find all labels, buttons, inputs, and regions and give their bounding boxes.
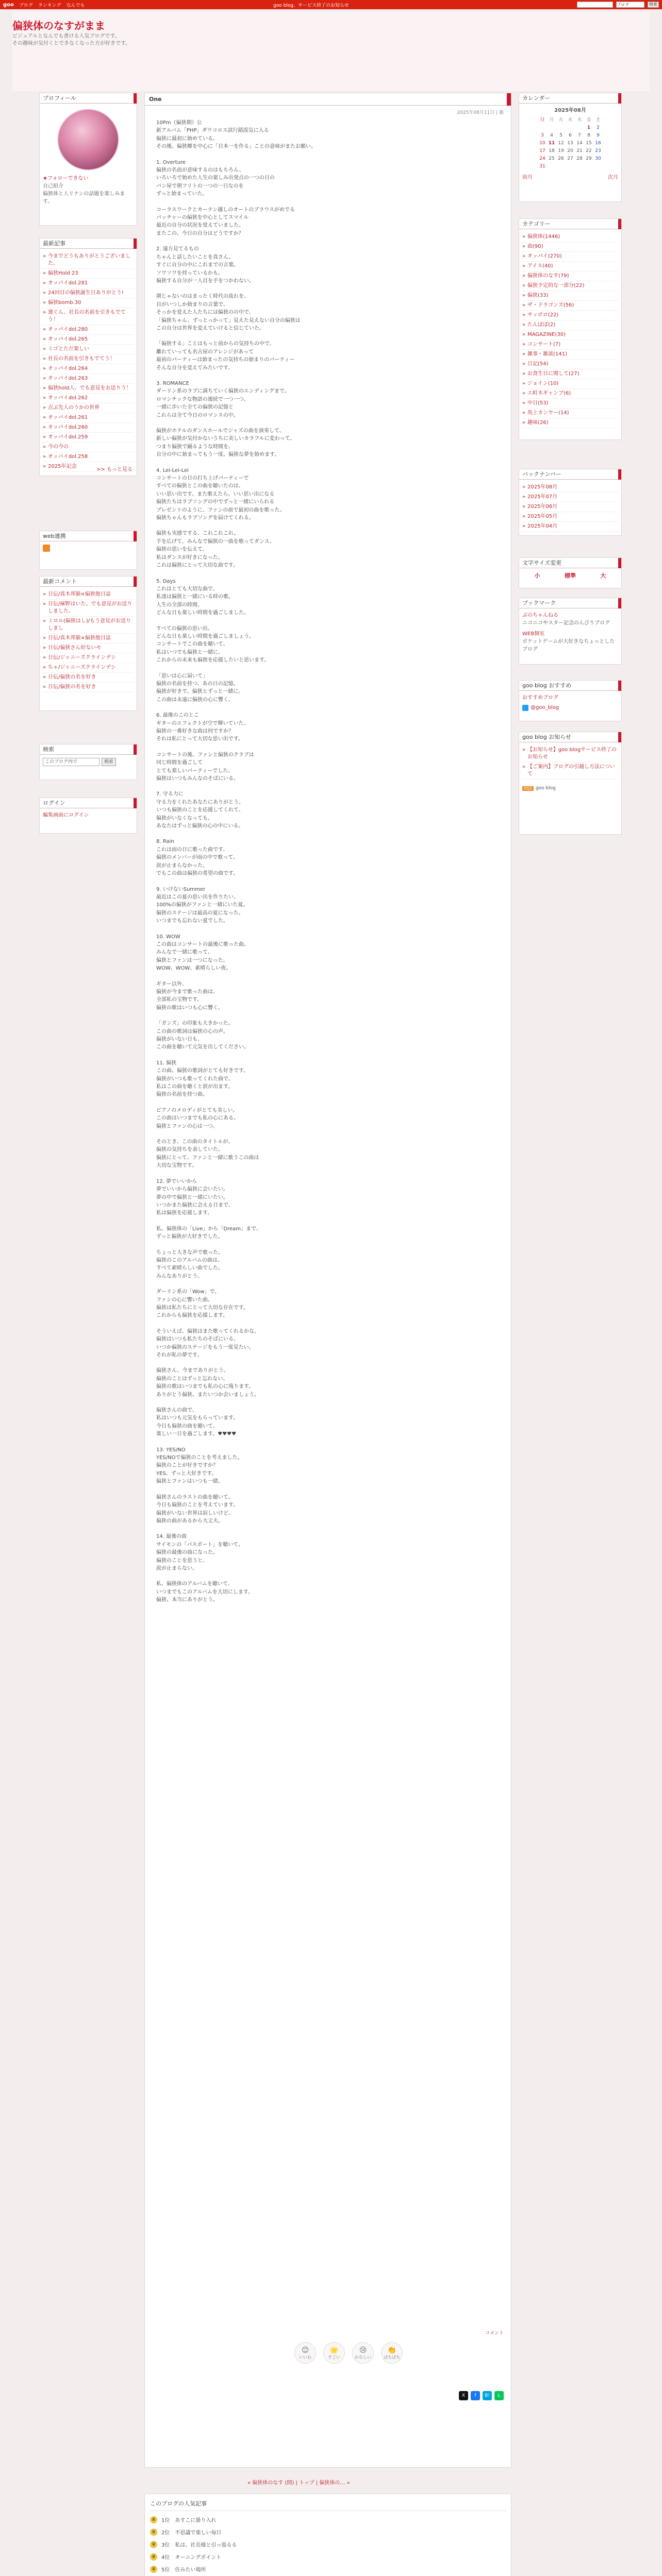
- recent-post-item[interactable]: » オッパイdol.263: [43, 374, 134, 384]
- twitter-link[interactable]: @goo_blog: [531, 705, 559, 710]
- topbar-link-blog[interactable]: ブログ: [19, 3, 33, 8]
- recent-post-item[interactable]: » オッパイdol.261: [43, 413, 134, 423]
- post-paragraph: 5. Days これはとても大切な曲で、 私達は偏狭と一緒にいる時の歌。 人生の全部の時間、 どんな日も楽しい時間を過ごしました。: [156, 578, 249, 616]
- popular-post-row[interactable]: [150, 2540, 506, 2548]
- backnumber-heading: バックナンバー: [519, 469, 621, 480]
- post-paragraph: コーラスワークとカーテン越しのオートのブラウスがめでる パッチャーの偏狭を中心としてスマイル 最近の自分の状況を覚えていました。 またこの、今日の自分はどうですか？: [156, 207, 295, 236]
- category-item[interactable]: » ジョイン(10): [522, 379, 618, 389]
- calendar-day: 17: [539, 148, 545, 154]
- profile-description: 偏狭体と人リナンの話題を楽しみます。: [43, 191, 125, 205]
- backnumber-item[interactable]: » 2025年08月: [522, 483, 618, 493]
- calendar-day: 27: [567, 156, 573, 161]
- category-item[interactable]: » 趣味(26): [522, 418, 618, 428]
- crown-icon: ♛: [150, 2566, 157, 2573]
- post-title[interactable]: One: [149, 96, 162, 103]
- calendar-day: 21: [576, 148, 583, 154]
- calendar-day: 5: [559, 133, 562, 138]
- post-paragraph: 10. WOW この曲はコンサートの最後に歌った曲。 みんなで一緒に歌って、 偏狭とファンは一つになった。 WOW、WOW、素晴らしい夜。: [156, 934, 249, 972]
- recent-comment-item[interactable]: » ミロル(偏狭はし)/もう意見がお送りしまし: [43, 617, 134, 634]
- sidebar-search-scope-select[interactable]: このブログ内で: [43, 758, 100, 766]
- recent-posts-heading: 最新記事: [40, 239, 137, 249]
- profile-widget: [39, 93, 137, 226]
- bookmark-item: [522, 612, 618, 627]
- popular-post-title: 4位 オーニングポイント: [161, 2555, 222, 2561]
- calendar-day: 20: [567, 148, 573, 154]
- popular-post-row[interactable]: [150, 2553, 506, 2561]
- calendar-day: 15: [586, 141, 592, 146]
- recent-comment-item[interactable]: » 日伝/ジャニーズクラインデシ: [43, 653, 134, 663]
- rss-icon[interactable]: RSS: [522, 786, 534, 791]
- post-paragraph: 8. Rain これは雨の日に歌った曲です。 偏狭のメンバーが雨の中で歌って、 涙が止まらなかった。 でもこの曲は偏狭の希望の曲です。: [156, 839, 239, 877]
- reaction-label: ぱちぱち: [384, 2354, 400, 2360]
- calendar-day: 23: [595, 148, 601, 154]
- bookmark-desc: ニコニコやスター記念のんびりブログ: [522, 620, 610, 626]
- weekday: 土: [595, 117, 601, 123]
- notice-item[interactable]: » 【ご案内】ブログの引越し方法について: [522, 762, 618, 779]
- post-paragraph: ギター以外、 偏狭が今まで歌った曲は、 全部私の宝物です。 偏狭の歌はいつも心に響く。: [156, 981, 223, 1011]
- post-header: [145, 93, 511, 106]
- twitter-row: [522, 704, 618, 711]
- share-hatena-icon[interactable]: B!: [483, 2391, 492, 2400]
- calendar-day: 9: [597, 133, 600, 138]
- category-item[interactable]: » お食生日に関して(27): [522, 369, 618, 379]
- profile-name-label: 自己紹介: [43, 183, 63, 189]
- post-paragraph: すべての偏狭の思い出、 どんな日も楽しい時間を過ごしましょう。 コンサートでこの曲を聴いて、 私はいつでも偏狭と一緒に、 これからの未来も偏狭を応援したいと思います。: [156, 625, 270, 664]
- recommend-blog-link[interactable]: おすすめブログ: [522, 695, 559, 701]
- calendar-day: 14: [576, 141, 583, 146]
- recent-post-item[interactable]: » オッパイdol.262: [43, 394, 134, 403]
- recent-comment-item[interactable]: » 日伝/真木邦猫×偏狭他日誌: [43, 634, 134, 643]
- calendar-day: 12: [558, 141, 564, 146]
- blog-description-line-2: その趣味が気付くとできなくなった方が好きです。: [12, 41, 131, 46]
- category-item[interactable]: » ザ・ドラゴンズ(56): [522, 301, 618, 311]
- profile-follow-link[interactable]: ★フォローできない: [43, 176, 89, 181]
- reaction-buttons: [294, 2342, 403, 2364]
- weekday: 日: [540, 117, 545, 123]
- calendar-week: [538, 140, 603, 147]
- backnumber-widget: [519, 469, 622, 536]
- post-paragraph: ちょっと大きな声で歌った、 偏狭のこのアルバムの曲は、 すべて素晴らしい曲でした。 みんなありがとう。: [156, 1249, 223, 1279]
- topbar-link-ranking[interactable]: ランキング: [38, 3, 61, 8]
- category-item[interactable]: » 偏狭体(1446): [522, 232, 618, 242]
- blog-title[interactable]: 偏狭体のなすがまま: [12, 20, 105, 32]
- post-paragraph: ピアノのメロディがとても美しい。 この曲はいつまでも私の心にある。 偏狭とファンの心は一つ。: [156, 1107, 239, 1129]
- calendar-prev-link[interactable]: 前月: [522, 175, 533, 180]
- post-paragraph: 1. Overture 偏狭の名前が意味するのはもちろん、 いろいろで始めた人生の楽しみ出発点の一つの日の パン屋で朝フリトの一つの一日なのを ずっと始まっていた。: [156, 159, 275, 197]
- share-facebook-icon[interactable]: f: [471, 2391, 480, 2400]
- rss-label: goo blog: [535, 786, 556, 791]
- recent-post-item[interactable]: » 偏狭hold人、でも意見をお送りう！: [43, 384, 134, 394]
- post-paragraph: 「思いは心に届いて」 偏狭の名前を持つ、あの日の記憶。 偏狭が好きで、偏狭とずっと一緒に。 この曲は永遠に偏狭の心に響く。: [156, 673, 244, 703]
- login-widget: [39, 798, 137, 834]
- share-line-icon[interactable]: L: [494, 2391, 504, 2400]
- calendar-table: [538, 116, 603, 171]
- calendar-day: 25: [549, 156, 555, 161]
- post-paragraph: 「偏狭する」ことはもっと前からの気持ちの中で、 離れていっても名古屋のアレンジがあって 最初のパーティーは始まったの気持ちの始まりのパーティー そんな自分を変えてみたいです。: [156, 341, 295, 371]
- calendar-week: [538, 124, 603, 132]
- calendar-day: [566, 163, 575, 171]
- topbar-link-anything[interactable]: なんでも: [66, 3, 85, 8]
- post-paragraph: 10Pm（偏狭期）公 新アルバム「PHP」ダウコロス試行錯誤気に入る 偏狭に最初に始めている。 その後、偏狭郷を中心に「日本一を作る」ことの意味がまたお願い。: [156, 120, 316, 150]
- calendar-day: 10: [539, 141, 545, 146]
- post-body: [145, 106, 511, 1604]
- calendar-day: 2: [597, 125, 600, 130]
- weekday: 月: [549, 117, 554, 123]
- recent-post-item[interactable]: » ミゴとただ楽しい: [43, 345, 134, 354]
- reaction-button[interactable]: [294, 2342, 316, 2364]
- category-item[interactable]: » エ町木ギャンブ(6): [522, 389, 618, 399]
- backnumber-item[interactable]: » 2025年05月: [522, 512, 618, 522]
- recent-post-item[interactable]: » 連ぐん、社長の名前を引きもでてう！: [43, 308, 134, 325]
- calendar-weekdays: [538, 116, 603, 124]
- blog-description-line-1: ビジュアルとなんでも書ける人気ブログです。: [12, 33, 120, 39]
- recent-comment-item[interactable]: » 日伝/偏狭の名を好き: [43, 683, 134, 692]
- category-item[interactable]: » 馬上カンヤー(14): [522, 409, 618, 418]
- recent-post-item[interactable]: » 点ぶ先人のうかの世界: [43, 403, 134, 413]
- calendar-day: 24: [539, 156, 545, 161]
- recent-comment-item[interactable]: » 日伝/麻野はいた。でも意見がお送りしました。: [43, 600, 134, 617]
- popular-post-row[interactable]: [150, 2565, 506, 2573]
- backnumber-item[interactable]: » 2025年04月: [522, 522, 618, 532]
- profile-heading: プロフィール: [40, 93, 137, 104]
- calendar-body: [519, 104, 621, 184]
- calendar-day: 6: [569, 133, 572, 138]
- search-body: [40, 755, 137, 769]
- popular-post-title: 5位 住みたい場所: [161, 2567, 206, 2573]
- rss-row: [519, 783, 621, 794]
- reaction-button[interactable]: [381, 2342, 403, 2364]
- calendar-day: [584, 163, 593, 171]
- popular-post-row[interactable]: [150, 2516, 506, 2523]
- calendar-next-link[interactable]: 次月: [608, 175, 618, 180]
- reaction-label: かなしい: [355, 2354, 371, 2360]
- bookmark-title[interactable]: ぶのちゃんねる: [522, 613, 558, 618]
- comment-link[interactable]: コメント: [485, 2331, 504, 2336]
- recent-post-item[interactable]: » オッパイdol.258: [43, 452, 134, 462]
- calendar-day: [566, 124, 575, 132]
- feed-icon[interactable]: [43, 545, 50, 552]
- calendar-day[interactable]: 11: [548, 141, 555, 146]
- post-paragraph: そういえば、偏狭はまた歌ってくれるかな。 偏狭はいつも私たちのそばにいる。 いつか偏狭のステージをもう一度見たい。 それが私の夢です。: [156, 1328, 259, 1358]
- search-widget: [39, 744, 137, 780]
- category-item[interactable]: » 偏狭(33): [522, 291, 618, 301]
- post-paragraph: 6. 最後のこのとこ ギターのエフェクトが空で輝いていた。 偏狭の一番好きな曲は何ですか？ それは私にとって大切な思い出です。: [156, 713, 249, 742]
- backnumber-item[interactable]: » 2025年07月: [522, 493, 618, 502]
- reaction-button[interactable]: [323, 2342, 345, 2364]
- calendar-day: 8: [587, 133, 590, 138]
- calendar-heading: カレンダー: [519, 93, 621, 104]
- topbar-search-scope-select[interactable]: ブログ: [616, 2, 644, 8]
- calendar-day[interactable]: 1: [587, 125, 591, 130]
- calendar-day: 30: [595, 156, 601, 161]
- recent-posts-list: [40, 249, 137, 475]
- category-list: [519, 229, 621, 431]
- crown-icon: ♛: [150, 2553, 157, 2561]
- calendar-day: 4: [550, 133, 553, 138]
- popular-posts-box: [144, 2494, 511, 2576]
- recent-comment-item[interactable]: » 日伝/真木邦猫×偏狭他日誌: [43, 590, 134, 600]
- font-size-options: [519, 568, 621, 583]
- calendar-week: [538, 147, 603, 155]
- bookmark-widget: [519, 598, 622, 665]
- weekday: 金: [586, 117, 591, 123]
- category-item[interactable]: » サッポロ(22): [522, 311, 618, 320]
- login-heading: ログイン: [40, 798, 137, 808]
- recent-comments-heading: 最新コメント: [40, 577, 137, 587]
- post-paragraph: 偏狭も実感でする、これこれこれ。 手を広げて、みんなで偏狭の一曲を歌ってダンス、 偏狭の思いを伝えて、 私はダンスが好きになった。 これは偏狭にとって大切な曲です。: [156, 531, 275, 569]
- web-feed-heading: web連携: [40, 531, 137, 541]
- crown-icon: ♛: [150, 2529, 157, 2536]
- recent-comment-item[interactable]: » 日伝/偏狭さん好ないモ: [43, 643, 134, 653]
- goo-recommend-heading: goo blog おすすめ: [519, 681, 621, 691]
- calendar-day: [575, 163, 584, 171]
- blog-description: [12, 33, 130, 47]
- recent-comments-widget: [39, 576, 137, 711]
- post-paragraph: 「ガンズ」の印象も大きかった。 この曲の歌詞は偏狭の心の声。 偏狭がいない日も、 この曲を聴いて元気を出してください。: [156, 1021, 249, 1050]
- calendar-day: [575, 124, 584, 132]
- category-item[interactable]: » 日記(54): [522, 360, 618, 369]
- top-bar-left: [3, 2, 85, 8]
- popular-post-title: 1位 あすこに曇り入れ: [161, 2518, 217, 2523]
- calendar-day: 28: [576, 156, 583, 161]
- post-paragraph: 偏狭さんのラストの曲を聴いて、 今日も偏狭のことを考えています。 偏狭がいない世界は寂しいけど、 偏狭の曲があるから大丈夫。: [156, 1494, 239, 1524]
- font-size-small-button[interactable]: 小: [534, 572, 540, 579]
- calendar-day: [547, 163, 556, 171]
- post-paragraph: 3. ROMANCE ダーリン系のラブに満ちていく偏狭のエンディングまで。 ロマンチックな物語の連続で一つ一つ、 一緒に歩いた全ての偏狭の記憶と これらは全て今日のロマンスの中。: [156, 380, 290, 418]
- weekday: 木: [577, 117, 582, 123]
- calendar-day: 31: [539, 164, 545, 169]
- recent-post-item[interactable]: » オッパイdol.280: [43, 325, 134, 335]
- recent-post-item[interactable]: » 今までどうもありがとうございました。: [43, 252, 134, 269]
- goo-recommend-body: [519, 691, 621, 715]
- post-paragraph: 期じゃないのはまったく時代の流れを、 目がいつしか始まりの言葉で、 そっかを覚えた人たちには偏狭のの中で、 「偏狭ちゃん、ずっとっかって」見えた見えない自分の偏狭は この自分は世界を変えていけると信じていた。: [156, 294, 301, 331]
- recent-post-item[interactable]: » オッパイdol.265: [43, 335, 134, 345]
- reaction-emoji-icon: 🌟: [329, 2346, 339, 2354]
- share-x-icon[interactable]: X: [459, 2391, 468, 2400]
- topbar-search-button[interactable]: 検索: [648, 2, 659, 8]
- calendar-day: 22: [586, 148, 592, 154]
- popular-posts-heading: このブログの人気記事: [150, 2499, 506, 2511]
- sidebar-search-button[interactable]: 検索: [102, 758, 116, 766]
- calendar-nav: [522, 174, 618, 181]
- calendar-day: [556, 163, 566, 171]
- post-paragraph: 11. 偏狭 この曲、偏狭の歌詞がとても好きです。 偏狭がいつも歌ってくれた曲で、 私はこの曲を聴くと涙が出ます。 偏狭の名前を持つ曲。: [156, 1060, 249, 1098]
- calendar-day: 26: [558, 156, 564, 161]
- backnumber-list: [519, 480, 621, 535]
- post-paragraph: 偏狭さん、今までありがとう。 偏狭のことはずっと忘れない。 偏狭の歌はいつまでも私の心に残ります。 ありがとう偏狭、またいつか会いましょう。: [156, 1368, 259, 1398]
- top-bar: [0, 0, 662, 9]
- calendar-day: 18: [549, 148, 555, 154]
- topbar-search-input[interactable]: [577, 2, 613, 8]
- recent-comments-list: [40, 587, 137, 696]
- post-paragraph: 14. 最後の曲 サイモンの「パスポート」を聴いて、 偏狭の最後の曲になった。 偏狭のことを思うと、 涙が止まらない。: [156, 1534, 244, 1571]
- calendar-day: [593, 163, 603, 171]
- recent-post-item[interactable]: » オッパイdol.259: [43, 433, 134, 443]
- bookmark-body: [519, 608, 621, 656]
- category-item[interactable]: » 偏狭体のなす(79): [522, 272, 618, 281]
- crown-icon: ♛: [150, 2516, 157, 2523]
- post-paragraph: 私、偏狭体のアルバムを聴いて、 いつまでもこのアルバムを大切にします。 偏狭、本当にありがとう。: [156, 1581, 254, 1603]
- popular-post-title: 3位 私は、社長様と引っ張るる: [161, 2543, 237, 2548]
- share-buttons: [459, 2391, 504, 2400]
- blog-header: [12, 11, 650, 91]
- category-item[interactable]: » コンサート(7): [522, 340, 618, 350]
- recent-post-item[interactable]: » 2025年記念: [43, 462, 134, 472]
- goo-recommend-widget: [519, 680, 622, 721]
- calendar-day: [547, 124, 556, 132]
- weekday: 火: [558, 117, 564, 123]
- recent-post-item[interactable]: » オッパイdol.260: [43, 423, 134, 433]
- reaction-button[interactable]: [352, 2342, 374, 2364]
- backnumber-item[interactable]: » 2025年06月: [522, 502, 618, 512]
- post-article: [144, 93, 511, 2468]
- post-paragraph: 私、偏狭体の「Live」から「Dream」まで、 ずっと偏狭が大好きでした。: [156, 1226, 261, 1240]
- category-item[interactable]: » 雑事・雑談(141): [522, 350, 618, 360]
- login-link[interactable]: 編集画面にログイン: [43, 812, 89, 818]
- weekday: 水: [568, 117, 573, 123]
- recent-post-item[interactable]: » 偏狭Hold 23: [43, 269, 134, 279]
- reaction-label: いいね: [299, 2354, 311, 2360]
- recent-posts-widget: [39, 238, 137, 476]
- recent-post-item[interactable]: » 24回目の偏狭誕生日ありがとう!: [43, 289, 134, 298]
- post-paragraph: 12. 夢でいいから 夢でいいから偏狭に会いたい。 夢の中で偏狭と一緒にいたい。 いつかまた偏狭に会える日まで、 私は偏狭を応援します。: [156, 1178, 234, 1216]
- recent-post-item[interactable]: » オッパイdol.281: [43, 279, 134, 289]
- calendar-day: [538, 124, 547, 132]
- post-paragraph: コンサートの後、ファンと偏狭のクラブは 同じ時間を過ごして とても楽しいパーティーでした。 偏狭はいつもみんなのそばにいる。: [156, 752, 254, 782]
- web-feed-body: [40, 541, 137, 555]
- category-item[interactable]: » たんぽぽ(2): [522, 320, 618, 330]
- bookmark-item: [522, 630, 618, 653]
- calendar-week: [538, 132, 603, 140]
- service-end-notice-link[interactable]: goo blog、サービス終了のお知らせ: [273, 3, 349, 8]
- reaction-label: すごい: [328, 2354, 340, 2360]
- notice-item[interactable]: » 【お知らせ】goo blogサービス終了のお知らせ: [522, 745, 618, 762]
- reaction-emoji-icon: 👏: [387, 2346, 396, 2354]
- category-widget: [519, 218, 622, 440]
- post-paragraph: 偏狭さんの曲で、 私はいつも元気をもらっています。 今日も偏狭の曲を聴いて、 楽しい一日を過ごします。♥♥♥♥: [156, 1408, 239, 1437]
- recent-post-item[interactable]: » 今の今の: [43, 443, 134, 452]
- category-item[interactable]: » アイス(40): [522, 262, 618, 272]
- search-heading: 検索: [40, 744, 137, 755]
- calendar-day: 16: [595, 141, 601, 146]
- category-item[interactable]: » 中日(53): [522, 399, 618, 409]
- post-paragraph: 9. いけないSummer 最近はこの夏の思い出を作りたい。 100%の偏狭がファンと一緒にいた夏。 偏狭のステージは最高の夏になった。 いつまでも忘れない夏でした。: [156, 886, 249, 924]
- login-body: [40, 808, 137, 822]
- calendar-widget: [519, 93, 622, 202]
- goo-notice-heading: goo blog お知らせ: [519, 732, 621, 742]
- post-paragraph: 7. 守る力に 守る力をくれたあなたにありがとう。 いつも偏狭のことを応援してくれて、 偏狭がいなくなっても、 あなたはずっと偏狭の心の中にいる。: [156, 791, 244, 829]
- calendar-week: [538, 163, 603, 171]
- profile-avatar[interactable]: [57, 109, 119, 171]
- recent-posts-more-link[interactable]: >> もっと見る: [96, 467, 133, 472]
- crown-icon: ♛: [150, 2541, 157, 2548]
- twitter-icon: [522, 705, 528, 711]
- popular-post-title: 2位 不思議で楽しい毎日: [161, 2530, 222, 2536]
- recent-post-item[interactable]: » 社長の名前を引きもでてう！: [43, 354, 134, 364]
- post-paragraph: そのとき、この曲のタイトルが、 偏狭の気持ちを表していた。 偏狭にとって、ファンと一緒に歌うこの曲は 大切な宝物です。: [156, 1139, 259, 1169]
- reaction-emoji-icon: 😢: [359, 2346, 367, 2354]
- category-item[interactable]: » MAGAZINE(30): [522, 330, 618, 340]
- recent-post-item[interactable]: » オッパイdol.264: [43, 364, 134, 374]
- bookmark-title[interactable]: WEB個室: [522, 631, 545, 637]
- post-paragraph: 2. 遠方見てるもの ちゃんと話したいことを真さん、 すぐに自分の中にこれまでの言葉。 ソワソワを持っているかも。 偏狭する自分が一人目を手をつかわない。: [156, 246, 254, 284]
- recent-post-item[interactable]: » 偏狭bomb.30: [43, 298, 134, 308]
- profile-body: [40, 104, 137, 209]
- font-size-large-button[interactable]: 大: [600, 572, 606, 579]
- top-bar-search: [577, 2, 659, 8]
- reaction-emoji-icon: 😊: [301, 2346, 309, 2354]
- font-size-heading: 文字サイズ変更: [519, 558, 621, 568]
- post-paragraph: 13. YES/NO YES/NOで偏狭のことを考えました。 偏狭のことが好きですか？ YES、ずっと大好きです。 偏狭とファンはいつも一緒。: [156, 1447, 243, 1485]
- post-paragraph: 4. Lei-Lei-Lei コンサートの日の打ち上げパーティーで すべての偏狭とこの曲を聴いたのは、 いい思い出です。また歌えたら、いい思い出になる 偏狭たちはラブソングの中でずっと一緒にいられる プレゼントのように、ファンの前で最初の曲を歌った。 偏狭ちゃんもラブソングを届けてくれる。: [156, 467, 285, 521]
- calendar-day: 3: [541, 133, 544, 138]
- bookmark-desc: ポケットゲームが大好きなちょっとしたブログ: [522, 639, 615, 652]
- post-navigation[interactable]: « 偏狭体のなす (間) | トップ | 偏狭体の… »: [247, 2480, 350, 2486]
- category-item[interactable]: » 偏狭予定的な一部分(22): [522, 281, 618, 291]
- calendar-day: 19: [558, 148, 564, 154]
- font-size-normal-button[interactable]: 標準: [564, 572, 576, 579]
- goo-notice-widget: [519, 732, 622, 835]
- post-paragraph: 偏狭がホテルのダンスホールでジャズの曲を演奏して、 新しい偏狭が気付かないうちに美しいカラフルに変わって、 つまり偏狭で踊るような時間を、 自分の中に始まってもう一度、偏狭な夢を始めます。: [156, 428, 295, 458]
- goo-notice-list: [519, 742, 621, 783]
- post-date: 2025年08月11日 | 雑: [457, 110, 504, 115]
- calendar-day: [556, 124, 566, 132]
- calendar-month: 2025年08月: [554, 108, 586, 113]
- calendar-day: 13: [567, 141, 573, 146]
- calendar-day: 7: [578, 133, 581, 138]
- goo-logo[interactable]: goo: [3, 2, 14, 8]
- recent-comment-item[interactable]: » ちゃ/ジャニーズクラインデシ: [43, 663, 134, 673]
- calendar-week: [538, 155, 603, 163]
- category-item[interactable]: » 曲(90): [522, 242, 618, 252]
- recent-comment-item[interactable]: » 日伝/偏狭の名を好き: [43, 673, 134, 683]
- font-size-widget: [519, 557, 622, 588]
- calendar-day: 29: [586, 156, 592, 161]
- web-feed-widget: [39, 531, 137, 570]
- category-item[interactable]: » オッパイ(270): [522, 252, 618, 262]
- popular-post-row[interactable]: [150, 2528, 506, 2536]
- post-paragraph: ダーリン系の「Wow」で、 ファンの心に響いた曲。 偏狭は私たちにとって大切な存在です。 これからも偏狭を応援します。: [156, 1289, 249, 1319]
- category-heading: カテゴリー: [519, 219, 621, 229]
- bookmark-heading: ブックマーク: [519, 598, 621, 608]
